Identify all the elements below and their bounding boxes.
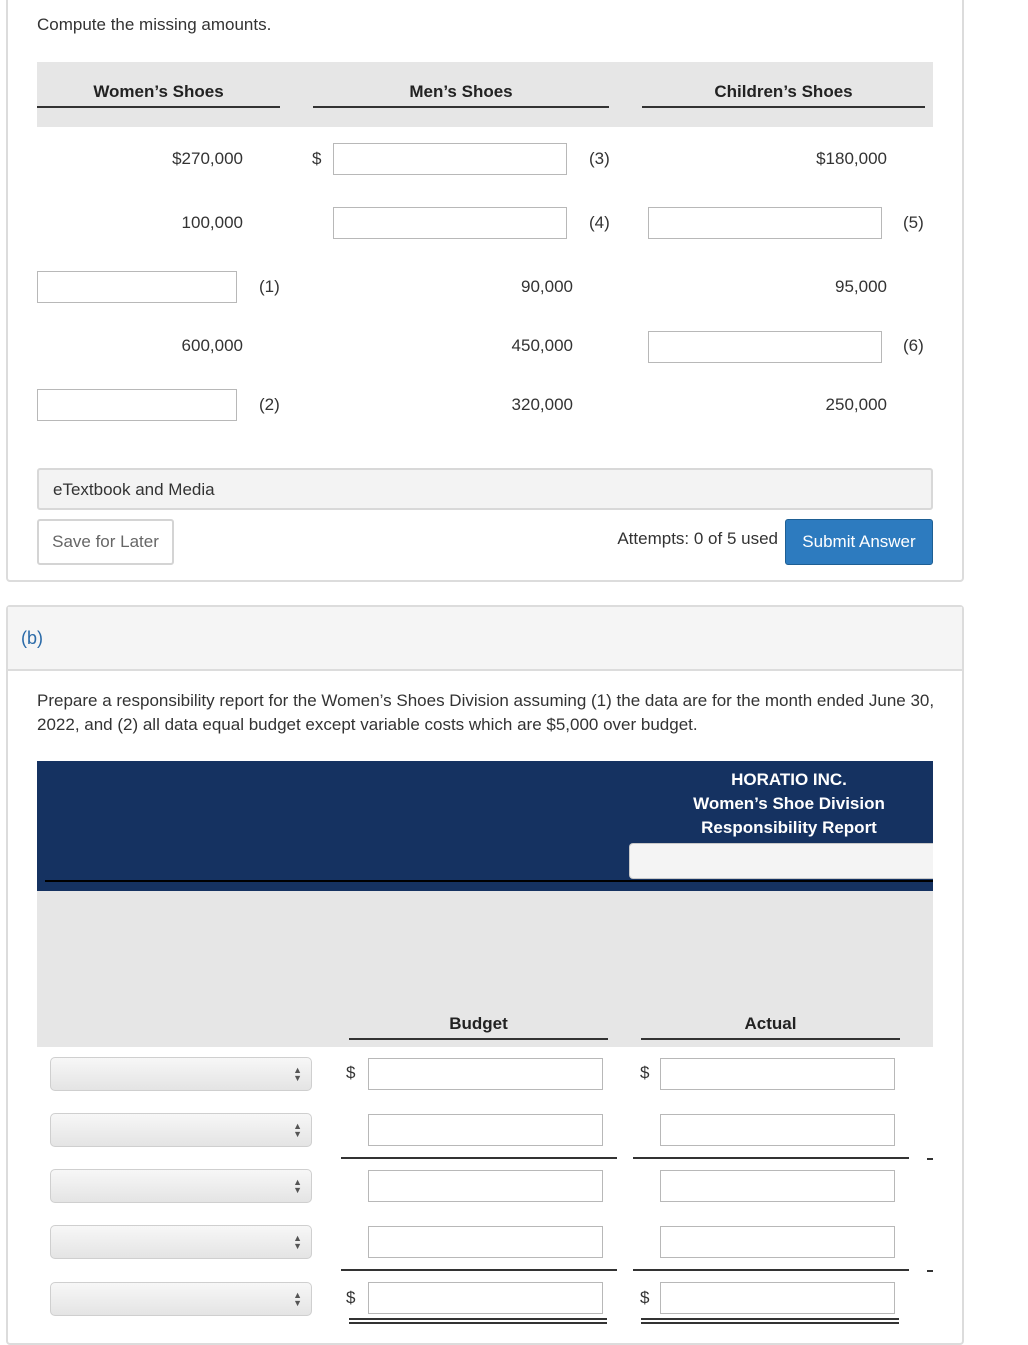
select-arrows-icon: ▲ ▼ [293, 1233, 302, 1251]
report-line-select[interactable] [50, 1225, 312, 1259]
col-header-budget: Budget [349, 1014, 608, 1040]
select-arrows-icon: ▲ ▼ [293, 1121, 302, 1139]
report-line-select[interactable] [50, 1282, 312, 1316]
dollar-sign: $ [640, 1288, 650, 1307]
actual-input[interactable] [660, 1114, 895, 1146]
subtotal-rule [633, 1269, 909, 1271]
dollar-sign: $ [346, 1063, 356, 1082]
women-variable-costs: 100,000 [181, 213, 243, 232]
ref-label-5: (5) [903, 213, 924, 232]
total-rule [641, 1322, 899, 1324]
budget-input[interactable] [368, 1170, 603, 1202]
ref-label-6: (6) [903, 336, 924, 355]
budget-input[interactable] [368, 1114, 603, 1146]
actual-input[interactable] [660, 1170, 895, 1202]
budget-input[interactable] [368, 1058, 603, 1090]
budget-input[interactable] [368, 1282, 603, 1314]
men-sales-input[interactable] [333, 143, 567, 175]
company-name: HORATIO INC. [731, 770, 847, 789]
part-b-header [8, 607, 962, 671]
actual-input[interactable] [660, 1058, 895, 1090]
col-header-women: Women’s Shoes [37, 82, 280, 108]
report-line-select[interactable] [50, 1057, 312, 1091]
report-period-input[interactable] [629, 843, 933, 879]
instruction-text: Compute the missing amounts. [37, 15, 272, 34]
total-rule [641, 1318, 899, 1320]
total-rule [349, 1322, 607, 1324]
budget-input[interactable] [368, 1226, 603, 1258]
subtotal-rule [341, 1157, 617, 1159]
division-name: Women’s Shoe Division [693, 794, 885, 813]
children-controllable-margin: 250,000 [825, 395, 887, 414]
actual-input[interactable] [660, 1282, 895, 1314]
header-divider [45, 880, 933, 882]
etextbook-media-bar[interactable]: eTextbook and Media [37, 468, 933, 510]
select-arrows-icon: ▲ ▼ [293, 1290, 302, 1308]
save-for-later-button[interactable]: Save for Later [37, 519, 174, 565]
men-controllable-fixed-costs: 450,000 [511, 336, 573, 355]
ref-label-4: (4) [589, 213, 610, 232]
dollar-sign: $ [312, 149, 322, 168]
women-controllable-fixed-costs: 600,000 [181, 336, 243, 355]
children-variable-costs-input[interactable] [648, 207, 882, 239]
subtotal-rule [633, 1157, 909, 1159]
ref-label-3: (3) [589, 149, 610, 168]
part-b-prompt: Prepare a responsibility report for the Women’s Shoes Division assuming (1) the data are for the month ended June 30, 2022, and (2) all data equal budget except variable costs which are $5,000 over budget. [37, 691, 935, 734]
women-sales: $270,000 [172, 149, 243, 168]
women-controllable-margin-input[interactable] [37, 389, 237, 421]
men-controllable-margin: 320,000 [511, 395, 573, 414]
select-arrows-icon: ▲ ▼ [293, 1177, 302, 1195]
rule-tick [927, 1158, 933, 1160]
subtotal-rule [341, 1269, 617, 1271]
total-rule [349, 1318, 607, 1320]
women-contribution-margin-input[interactable] [37, 271, 237, 303]
submit-answer-button[interactable]: Submit Answer [785, 519, 933, 565]
rule-tick [927, 1270, 933, 1272]
report-name: Responsibility Report [701, 818, 877, 837]
col-header-actual: Actual [641, 1014, 900, 1040]
men-variable-costs-input[interactable] [333, 207, 567, 239]
children-sales: $180,000 [816, 149, 887, 168]
col-header-men: Men’s Shoes [313, 82, 609, 108]
report-line-select[interactable] [50, 1113, 312, 1147]
dollar-sign: $ [640, 1063, 650, 1082]
children-contribution-margin: 95,000 [835, 277, 887, 296]
col-header-children: Children’s Shoes [642, 82, 925, 108]
ref-label-2: (2) [259, 395, 280, 414]
attempts-counter: Attempts: 0 of 5 used [617, 529, 778, 548]
children-controllable-fixed-costs-input[interactable] [648, 331, 882, 363]
ref-label-1: (1) [259, 277, 280, 296]
dollar-sign: $ [346, 1288, 356, 1307]
select-arrows-icon: ▲ ▼ [293, 1065, 302, 1083]
part-b-label: (b) [21, 628, 43, 648]
actual-input[interactable] [660, 1226, 895, 1258]
men-contribution-margin: 90,000 [521, 277, 573, 296]
report-title [660, 768, 918, 840]
report-line-select[interactable] [50, 1169, 312, 1203]
